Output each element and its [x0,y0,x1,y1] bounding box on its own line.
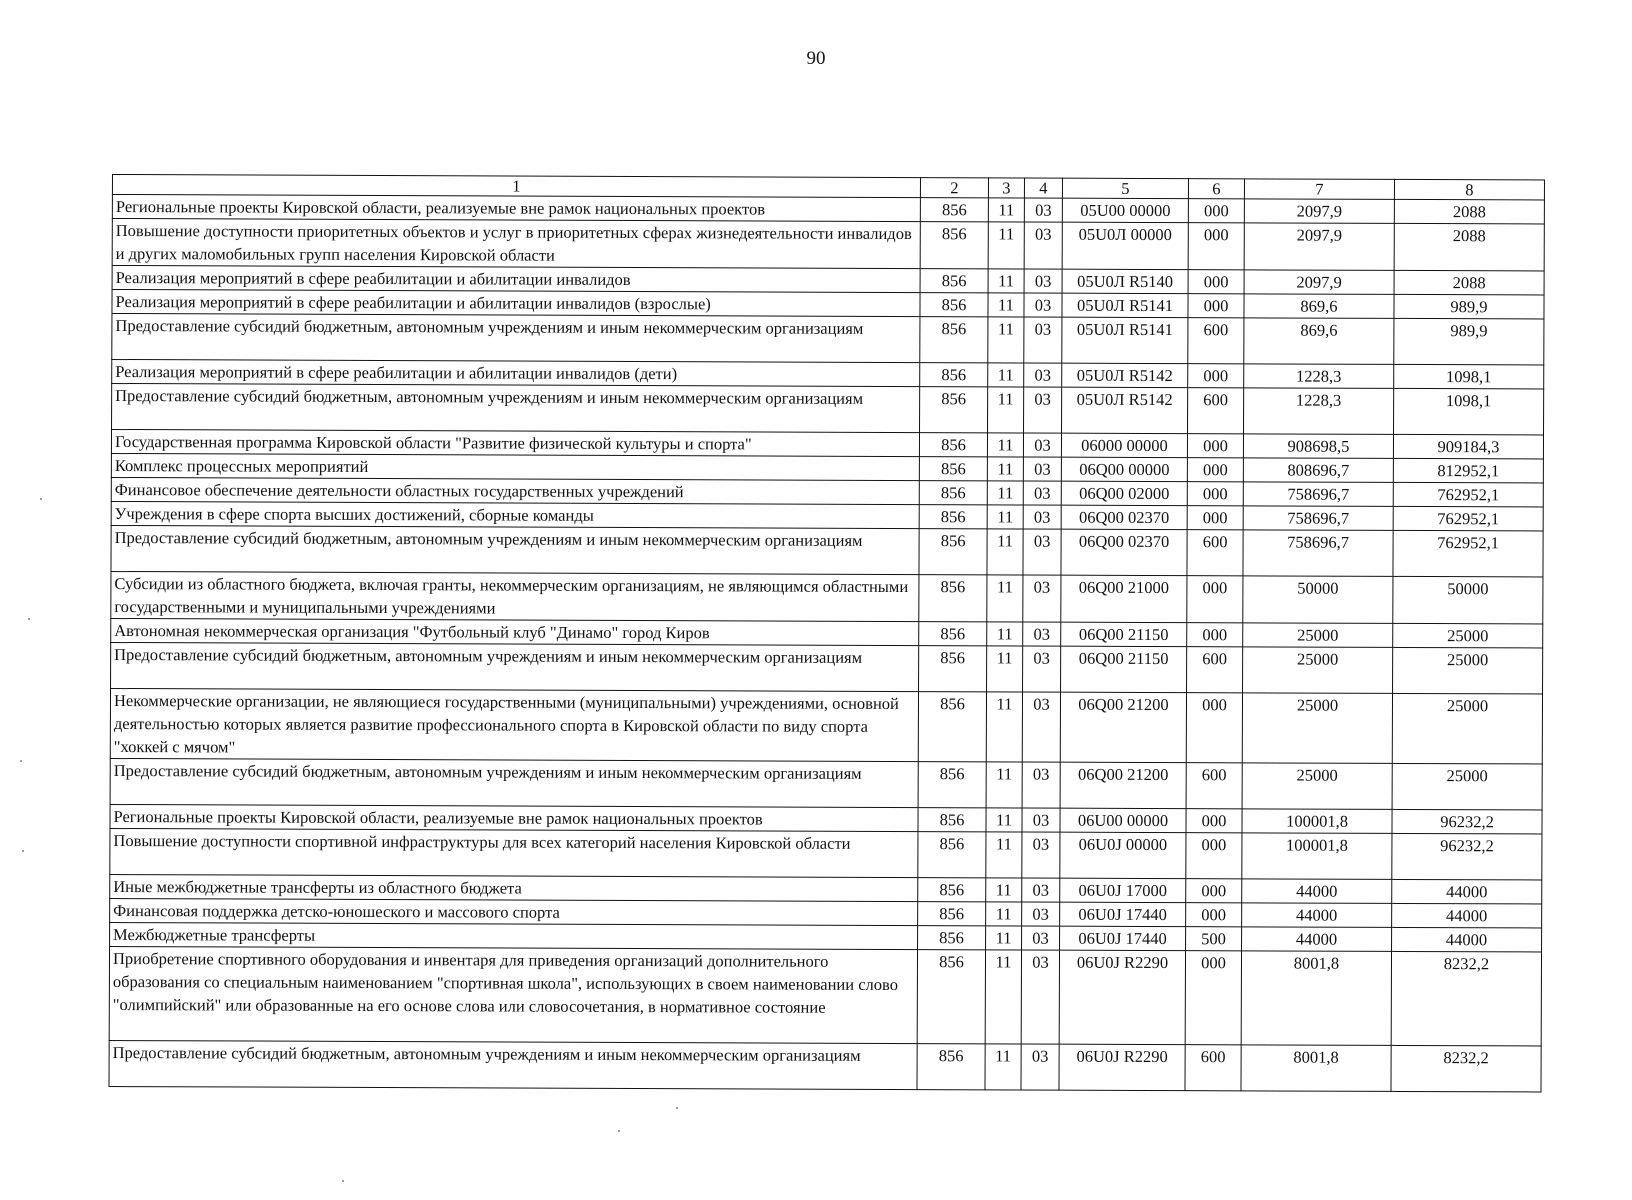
row-name-cell: Межбюджетные трансферты [110,922,918,949]
row-name-cell: Реализация мероприятий в сфере реабилитации и абилитации инвалидов (дети) [112,360,920,387]
expense-type-cell: 000 [1186,833,1242,879]
expense-type-cell: 600 [1187,647,1243,693]
chapter-code-cell: 856 [919,481,987,505]
amount-year1-cell: 758696,7 [1243,530,1393,577]
target-article-cell: 06U0J R2290 [1059,1044,1185,1090]
scan-speck [28,618,30,620]
section-code-cell: 11 [986,878,1022,902]
subsection-code-cell: 03 [1022,808,1060,832]
amount-year1-cell: 2097,9 [1244,223,1394,271]
section-code-cell: 11 [988,363,1024,387]
target-article-cell: 06Q00 21150 [1061,622,1187,646]
expense-type-cell: 000 [1188,364,1244,388]
chapter-code-cell: 856 [919,575,987,622]
amount-year1-cell: 50000 [1243,576,1393,624]
expense-type-cell: 000 [1187,434,1243,458]
target-article-cell: 06Q00 02000 [1061,481,1187,505]
target-article-cell: 05U0Л 00000 [1062,222,1188,269]
amount-year1-cell: 25000 [1243,623,1393,648]
chapter-code-cell: 856 [920,269,988,293]
chapter-code-cell: 856 [919,646,987,692]
amount-year2-cell: 25000 [1392,693,1542,764]
row-name-cell: Предоставление субсидий бюджетным, автономным учреждениям и иным некоммерческим организациям [110,758,918,807]
amount-year1-cell: 758696,7 [1243,506,1393,531]
row-name-cell: Финансовая поддержка детско-юношеского и массового спорта [110,898,918,925]
page-number: 90 [806,48,826,69]
column-header: 8 [1394,179,1544,200]
target-article-cell: 06Q00 21200 [1060,762,1186,808]
expense-type-cell: 600 [1188,318,1244,364]
row-name-cell: Региональные проекты Кировской области, реализуемые вне рамок национальных проектов [112,195,920,222]
row-name-cell: Учреждения в сфере спорта высших достижений, сборные команды [111,501,919,528]
section-code-cell: 11 [988,222,1024,269]
amount-year1-cell: 44000 [1242,927,1392,952]
subsection-code-cell: 03 [1022,926,1060,950]
amount-year2-cell: 762952,1 [1393,530,1543,577]
target-article-cell: 06Q00 02370 [1061,529,1187,575]
section-code-cell: 11 [985,950,1021,1044]
row-name-cell: Финансовое обеспечение деятельности областных государственных учреждений [111,477,919,504]
amount-year2-cell: 2088 [1394,270,1544,295]
section-code-cell: 11 [986,808,1022,832]
subsection-code-cell: 03 [1022,878,1060,902]
table-row [112,384,1544,435]
amount-year1-cell: 908698,5 [1243,434,1393,459]
expense-type-cell: 000 [1188,223,1244,270]
subsection-code-cell: 03 [1021,1044,1059,1090]
row-name-cell: Реализация мероприятий в сфере реабилитации и абилитации инвалидов [112,266,920,293]
chapter-code-cell: 856 [920,363,988,387]
section-code-cell: 11 [987,575,1023,622]
amount-year2-cell: 8232,2 [1391,951,1541,1046]
target-article-cell: 05U0Л R5141 [1062,317,1188,363]
section-code-cell: 11 [986,902,1022,926]
amount-year2-cell: 762952,1 [1393,482,1543,507]
row-name-cell: Предоставление субсидий бюджетным, автономным учреждениям и иным некоммерческим организациям [111,525,919,574]
section-code-cell: 11 [987,646,1023,692]
section-code-cell: 11 [987,433,1023,457]
chapter-code-cell: 856 [918,808,986,832]
subsection-code-cell: 03 [1023,575,1061,622]
table-row [111,571,1543,623]
amount-year2-cell: 812952,1 [1393,458,1543,483]
table-row [109,946,1541,1045]
amount-year1-cell: 758696,7 [1243,482,1393,507]
amount-year1-cell: 25000 [1242,693,1392,764]
row-name-cell: Предоставление субсидий бюджетным, автономным учреждениям и иным некоммерческим организациям [112,314,920,363]
expense-type-cell: 000 [1186,903,1242,927]
amount-year1-cell: 2097,9 [1244,270,1394,295]
target-article-cell: 06U0J 00000 [1060,832,1186,878]
amount-year2-cell: 2088 [1394,199,1544,224]
section-code-cell: 11 [985,1044,1021,1090]
target-article-cell: 06Q00 21150 [1061,646,1187,692]
section-code-cell: 11 [988,198,1024,222]
chapter-code-cell: 856 [920,198,988,222]
scan-speck [40,498,42,500]
amount-year1-cell: 25000 [1242,763,1392,810]
chapter-code-cell: 856 [918,878,986,902]
expense-type-cell: 000 [1188,294,1244,318]
expense-type-cell: 000 [1187,576,1243,623]
subsection-code-cell: 03 [1024,363,1062,387]
subsection-code-cell: 03 [1024,222,1062,269]
row-name-cell: Иные межбюджетные трансферты из областного бюджета [110,874,918,901]
expense-type-cell: 600 [1186,763,1242,809]
row-name-cell: Реализация мероприятий в сфере реабилитации и абилитации инвалидов (взрослые) [112,290,920,317]
row-name-cell: Субсидии из областного бюджета, включая гранты, некоммерческим организациям, не являющимся областными государственными и муниципальными учреждениями [111,571,919,621]
row-name-cell: Приобретение спортивного оборудования и инвентаря для приведения организаций дополнительного образования со специальным наименованием "спортивная школа", использующих в своем наименовании слово "олимпийский" или образованные на его основе слова или словосочетания, в нормативное состояние [109,946,917,1043]
section-code-cell: 11 [986,926,1022,950]
table-row [110,758,1542,809]
chapter-code-cell: 856 [919,505,987,529]
scan-speck [618,1130,620,1132]
amount-year2-cell: 1098,1 [1394,388,1544,435]
row-name-cell: Некоммерческие организации, не являющиеся государственными (муниципальными) учреждениями, основной деятельностью которых является развитие профессионального спорта в Кировской области по виду спорта "хоккей с мячом" [110,688,918,761]
amount-year2-cell: 989,9 [1394,318,1544,365]
amount-year2-cell: 96232,2 [1392,809,1542,834]
amount-year2-cell: 25000 [1392,763,1542,810]
amount-year2-cell: 909184,3 [1393,434,1543,459]
expense-type-cell: 000 [1187,506,1243,530]
subsection-code-cell: 03 [1022,832,1060,878]
target-article-cell: 06U00 00000 [1060,808,1186,832]
expense-type-cell: 000 [1185,951,1241,1045]
amount-year2-cell: 762952,1 [1393,506,1543,531]
subsection-code-cell: 03 [1023,481,1061,505]
amount-year1-cell: 44000 [1242,903,1392,928]
row-name-cell: Предоставление субсидий бюджетным, автономным учреждениям и иным некоммерческим организациям [112,384,920,433]
table-row [110,828,1542,879]
subsection-code-cell: 03 [1023,529,1061,575]
amount-year2-cell: 96232,2 [1392,833,1542,880]
chapter-code-cell: 856 [918,692,986,762]
chapter-code-cell: 856 [920,293,988,317]
expense-type-cell: 500 [1186,927,1242,951]
chapter-code-cell: 856 [920,317,988,363]
target-article-cell: 05U0Л R5141 [1062,293,1188,317]
target-article-cell: 06U0J 17440 [1060,902,1186,926]
column-header: 7 [1244,179,1394,200]
amount-year1-cell: 869,6 [1244,318,1394,365]
section-code-cell: 11 [988,387,1024,433]
chapter-code-cell: 856 [919,529,987,575]
target-article-cell: 06U0J 17000 [1060,878,1186,902]
target-article-cell: 06000 00000 [1061,433,1187,457]
chapter-code-cell: 856 [918,902,986,926]
chapter-code-cell: 856 [919,622,987,646]
expense-type-cell: 000 [1188,199,1244,223]
column-header: 5 [1062,178,1188,198]
subsection-code-cell: 03 [1024,269,1062,293]
chapter-code-cell: 856 [920,222,988,269]
target-article-cell: 05U0Л R5142 [1062,363,1188,387]
amount-year2-cell: 1098,1 [1394,364,1544,389]
amount-year1-cell: 44000 [1242,879,1392,904]
target-article-cell: 05U0Л R5140 [1062,269,1188,293]
amount-year1-cell: 808696,7 [1243,458,1393,483]
expense-type-cell: 600 [1188,388,1244,434]
target-article-cell: 06Q00 21200 [1060,692,1186,762]
subsection-code-cell: 03 [1022,762,1060,808]
amount-year2-cell: 44000 [1392,879,1542,904]
amount-year2-cell: 989,9 [1394,294,1544,319]
table-row [111,525,1543,576]
expense-type-cell: 600 [1187,530,1243,576]
expense-type-cell: 000 [1186,809,1242,833]
amount-year1-cell: 100001,8 [1242,833,1392,880]
expense-type-cell: 600 [1185,1045,1241,1091]
amount-year1-cell: 8001,8 [1241,951,1391,1046]
expense-type-cell: 000 [1187,623,1243,647]
chapter-code-cell: 856 [918,926,986,950]
amount-year1-cell: 2097,9 [1244,199,1394,224]
row-name-cell: Повышение доступности спортивной инфраструктуры для всех категорий населения Кировской области [110,828,918,877]
row-name-cell: Государственная программа Кировской области "Развитие физической культуры и спорта" [111,430,919,457]
row-name-cell: Автономная некоммерческая организация "Футбольный клуб "Динамо" город Киров [111,618,919,645]
target-article-cell: 06Q00 21000 [1061,575,1187,622]
row-name-cell: Комплекс процессных мероприятий [111,453,919,480]
amount-year2-cell: 44000 [1392,903,1542,928]
section-code-cell: 11 [986,762,1022,808]
amount-year2-cell: 50000 [1393,576,1543,624]
column-header: 4 [1024,178,1062,198]
chapter-code-cell: 856 [920,387,988,433]
column-header: 3 [988,178,1024,198]
column-header: 6 [1188,179,1244,199]
chapter-code-cell: 856 [917,1044,985,1090]
column-header: 2 [920,178,988,198]
row-name-cell: Предоставление субсидий бюджетным, автономным учреждениям и иным некоммерческим организациям [111,642,919,691]
expense-type-cell: 000 [1186,693,1242,763]
column-header: 1 [112,175,920,198]
target-article-cell: 05U0Л R5142 [1062,387,1188,433]
subsection-code-cell: 03 [1023,505,1061,529]
subsection-code-cell: 03 [1024,293,1062,317]
expense-type-cell: 000 [1187,482,1243,506]
scan-speck [676,1107,678,1109]
section-code-cell: 11 [987,529,1023,575]
section-code-cell: 11 [988,269,1024,293]
target-article-cell: 05U00 00000 [1062,198,1188,222]
amount-year1-cell: 1228,3 [1244,388,1394,435]
table-row [112,219,1544,271]
amount-year1-cell: 869,6 [1244,294,1394,319]
amount-year1-cell: 100001,8 [1242,809,1392,834]
amount-year1-cell: 1228,3 [1244,364,1394,389]
section-code-cell: 11 [987,481,1023,505]
section-code-cell: 11 [987,505,1023,529]
amount-year2-cell: 2088 [1394,223,1544,271]
section-code-cell: 11 [987,457,1023,481]
row-name-cell: Повышение доступности приоритетных объектов и услуг в приоритетных сферах жизнедеятельности инвалидов и других маломобильных групп населения Кировской области [112,219,920,269]
chapter-code-cell: 856 [919,457,987,481]
amount-year1-cell: 25000 [1243,647,1393,694]
chapter-code-cell: 856 [918,832,986,878]
chapter-code-cell: 856 [917,950,985,1044]
expense-type-cell: 000 [1188,270,1244,294]
section-code-cell: 11 [986,832,1022,878]
expense-type-cell: 000 [1187,458,1243,482]
amount-year1-cell: 8001,8 [1241,1045,1391,1092]
table-row [112,314,1544,365]
scan-speck [342,1180,344,1182]
section-code-cell: 11 [987,622,1023,646]
subsection-code-cell: 03 [1024,317,1062,363]
table-row [110,688,1542,763]
scan-speck [20,760,22,762]
amount-year2-cell: 44000 [1392,927,1542,952]
target-article-cell: 06U0J 17440 [1060,926,1186,950]
target-article-cell: 06Q00 00000 [1061,457,1187,481]
table-row [109,1040,1541,1091]
amount-year2-cell: 25000 [1393,647,1543,694]
budget-table [108,174,1544,1092]
subsection-code-cell: 03 [1023,622,1061,646]
subsection-code-cell: 03 [1023,646,1061,692]
row-name-cell: Региональные проекты Кировской области, реализуемые вне рамок национальных проектов [110,804,918,831]
subsection-code-cell: 03 [1024,387,1062,433]
subsection-code-cell: 03 [1022,902,1060,926]
expense-type-cell: 000 [1186,879,1242,903]
amount-year2-cell: 8232,2 [1391,1045,1541,1092]
chapter-code-cell: 856 [919,433,987,457]
section-code-cell: 11 [986,692,1022,762]
table-row [111,642,1543,693]
subsection-code-cell: 03 [1023,433,1061,457]
row-name-cell: Предоставление субсидий бюджетным, автономным учреждениям и иным некоммерческим организациям [109,1040,917,1089]
scan-speck [22,850,24,852]
subsection-code-cell: 03 [1024,198,1062,222]
subsection-code-cell: 03 [1021,950,1059,1044]
target-article-cell: 06Q00 02370 [1061,505,1187,529]
amount-year2-cell: 25000 [1393,623,1543,648]
target-article-cell: 06U0J R2290 [1059,950,1185,1044]
chapter-code-cell: 856 [918,762,986,808]
subsection-code-cell: 03 [1023,457,1061,481]
subsection-code-cell: 03 [1022,692,1060,762]
section-code-cell: 11 [988,293,1024,317]
section-code-cell: 11 [988,317,1024,363]
